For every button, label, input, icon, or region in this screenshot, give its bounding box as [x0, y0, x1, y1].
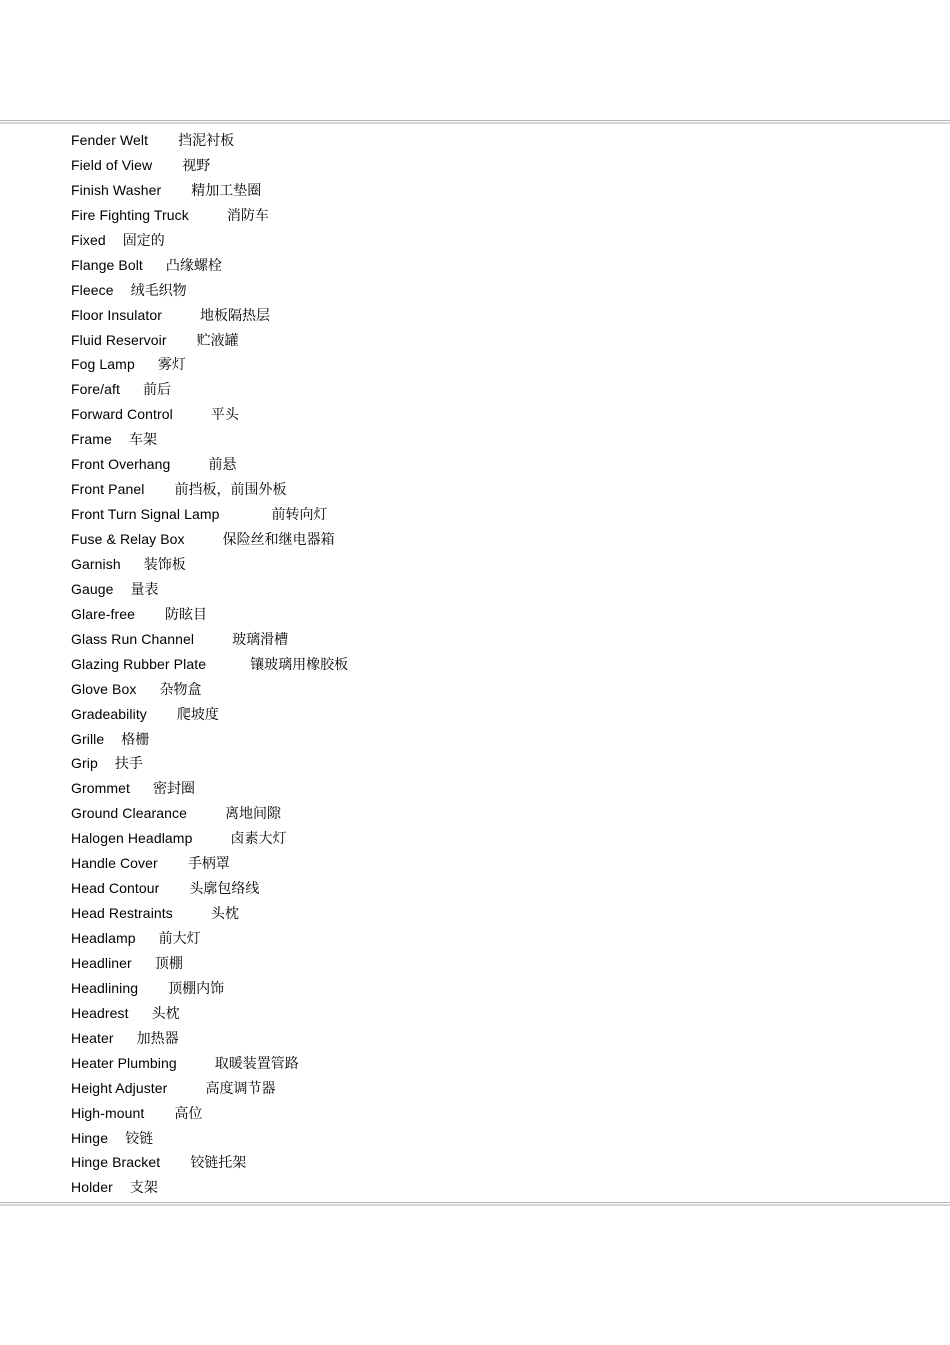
glossary-entry [71, 1150, 931, 1175]
english-term: Heater Plumbing [71, 1054, 177, 1071]
english-term: Fuse & Relay Box [71, 531, 185, 547]
glossary-entry [71, 652, 931, 677]
glossary-entry [71, 153, 931, 178]
chinese-translation: 前大灯 [158, 931, 201, 947]
english-term: Fender Welt [71, 132, 149, 148]
chinese-translation: 扶手 [114, 756, 143, 773]
glossary-entry [71, 1051, 931, 1076]
glossary-entry [71, 1001, 931, 1026]
english-term: Grille [71, 730, 105, 747]
chinese-translation: 前挡板，前围外板 [174, 482, 287, 499]
glossary-entry [71, 776, 931, 801]
glossary-entry [71, 926, 931, 951]
chinese-translation: 高位 [174, 1105, 203, 1122]
english-term: Front Turn Signal Lamp [71, 506, 220, 523]
english-term: Heater [71, 1029, 114, 1046]
glossary-entry [71, 602, 931, 627]
chinese-translation: 顶棚 [154, 955, 183, 972]
english-term: Gauge [71, 580, 114, 597]
chinese-translation: 格栅 [121, 731, 150, 748]
english-term: Halogen Headlamp [71, 830, 193, 847]
english-term: Holder [71, 1179, 113, 1196]
glossary-entry [71, 253, 931, 278]
english-term: Head Contour [71, 880, 160, 897]
english-term: Fleece [71, 281, 114, 298]
glossary-entry [71, 452, 931, 477]
chinese-translation: 铰链 [125, 1130, 154, 1147]
english-term: Floor Insulator [71, 306, 162, 323]
chinese-translation: 凸缘螺栓 [165, 257, 222, 274]
english-term: High-mount [71, 1104, 145, 1121]
top-divider [0, 120, 950, 124]
glossary-entry [71, 577, 931, 602]
chinese-translation: 铰链托架 [190, 1155, 247, 1172]
chinese-translation: 镶玻璃用橡胶板 [250, 656, 349, 673]
glossary-entry [71, 228, 931, 253]
chinese-translation: 玻璃滑槽 [232, 631, 289, 648]
english-term: Ground Clearance [71, 805, 187, 822]
english-term: Front Panel [71, 481, 145, 498]
english-term: Fog Lamp [71, 356, 135, 373]
english-term: Hinge [71, 1129, 109, 1146]
chinese-translation: 前后 [143, 382, 172, 399]
chinese-translation: 精加工垫圈 [191, 182, 262, 199]
glossary-entry [71, 527, 931, 552]
glossary-entry [71, 203, 931, 228]
english-term: Field of View [71, 156, 153, 173]
glossary-entry [71, 627, 931, 652]
chinese-translation: 消防车 [226, 207, 269, 224]
glossary-entry [71, 677, 931, 702]
english-term: Headlamp [71, 930, 136, 946]
english-term: Forward Control [71, 406, 173, 423]
english-term: Front Overhang [71, 456, 171, 473]
glossary-entry [71, 876, 931, 901]
english-term: Flange Bolt [71, 256, 143, 273]
glossary-entry [71, 303, 931, 328]
chinese-translation: 加热器 [136, 1030, 179, 1047]
english-term: Headrest [71, 1004, 129, 1021]
glossary-entry [71, 402, 931, 427]
chinese-translation: 杂物盒 [159, 681, 202, 698]
glossary-entry [71, 178, 931, 203]
glossary-entry [71, 901, 931, 926]
english-term: Grommet [71, 780, 131, 797]
glossary-entry [71, 976, 931, 1001]
chinese-translation: 平头 [210, 407, 239, 424]
glossary-entry [71, 1026, 931, 1051]
chinese-translation: 头枕 [151, 1005, 180, 1022]
glossary-entry [71, 352, 931, 377]
english-term: Headlining [71, 979, 139, 996]
english-term: Fluid Reservoir [71, 331, 167, 348]
glossary-entry [71, 427, 931, 452]
chinese-translation: 手柄罩 [187, 856, 230, 873]
english-term: Gradeability [71, 705, 147, 722]
glossary-entry [71, 1126, 931, 1151]
glossary-entry [71, 377, 931, 402]
glossary-entry [71, 502, 931, 527]
glossary-entry [71, 552, 931, 577]
english-term: Glazing Rubber Plate [71, 655, 207, 672]
glossary-entry [71, 477, 931, 502]
chinese-translation: 爬坡度 [176, 706, 219, 723]
glossary-entry [71, 826, 931, 851]
chinese-translation: 视野 [182, 157, 211, 174]
chinese-translation: 雾灯 [157, 357, 186, 374]
english-term: Handle Cover [71, 855, 158, 872]
chinese-translation: 前悬 [208, 457, 237, 474]
english-term: Fore/aft [71, 381, 121, 398]
chinese-translation: 头枕 [210, 906, 239, 923]
chinese-translation: 装饰板 [143, 556, 186, 573]
english-term: Head Restraints [71, 905, 173, 922]
glossary-entry [71, 1175, 931, 1200]
english-term: Glare-free [71, 605, 136, 622]
chinese-translation: 密封圈 [153, 781, 196, 798]
glossary-entry [71, 801, 931, 826]
english-term: Fire Fighting Truck [71, 206, 189, 223]
english-term: Height Adjuster [71, 1079, 168, 1096]
english-term: Glove Box [71, 680, 137, 697]
chinese-translation: 防眩目 [165, 606, 208, 623]
chinese-translation: 支架 [129, 1180, 158, 1197]
english-term: Fixed [71, 231, 106, 248]
english-term: Garnish [71, 555, 121, 572]
chinese-translation: 前转向灯 [271, 507, 328, 524]
chinese-translation: 取暖装置管路 [214, 1055, 299, 1072]
glossary-entry [71, 751, 931, 776]
glossary-entry [71, 1101, 931, 1126]
chinese-translation: 绒毛织物 [130, 282, 187, 299]
chinese-translation: 贮液罐 [196, 332, 239, 349]
english-term: Grip [71, 755, 98, 772]
chinese-translation: 量表 [130, 581, 159, 598]
glossary-list [71, 128, 931, 1200]
chinese-translation: 高度调节器 [205, 1080, 276, 1097]
chinese-translation: 地板隔热层 [199, 307, 270, 324]
chinese-translation: 车架 [128, 432, 157, 449]
english-term: Finish Washer [71, 181, 162, 198]
glossary-entry [71, 128, 931, 153]
glossary-entry [71, 328, 931, 353]
glossary-entry [71, 727, 931, 752]
english-term: Glass Run Channel [71, 630, 195, 647]
english-term: Frame [71, 431, 112, 448]
glossary-entry [71, 951, 931, 976]
chinese-translation: 挡泥衬板 [178, 133, 235, 149]
chinese-translation: 顶棚内饰 [168, 980, 225, 997]
glossary-entry [71, 702, 931, 727]
chinese-translation: 保险丝和继电器箱 [222, 532, 335, 548]
glossary-entry [71, 1076, 931, 1101]
bottom-divider [0, 1202, 950, 1206]
glossary-entry [71, 278, 931, 303]
glossary-entry [71, 851, 931, 876]
chinese-translation: 卤素大灯 [230, 831, 287, 848]
english-term: Hinge Bracket [71, 1154, 161, 1171]
english-term: Headliner [71, 954, 132, 971]
chinese-translation: 固定的 [122, 232, 165, 249]
chinese-translation: 头廓包络线 [189, 881, 260, 898]
chinese-translation: 离地间隙 [225, 806, 281, 823]
